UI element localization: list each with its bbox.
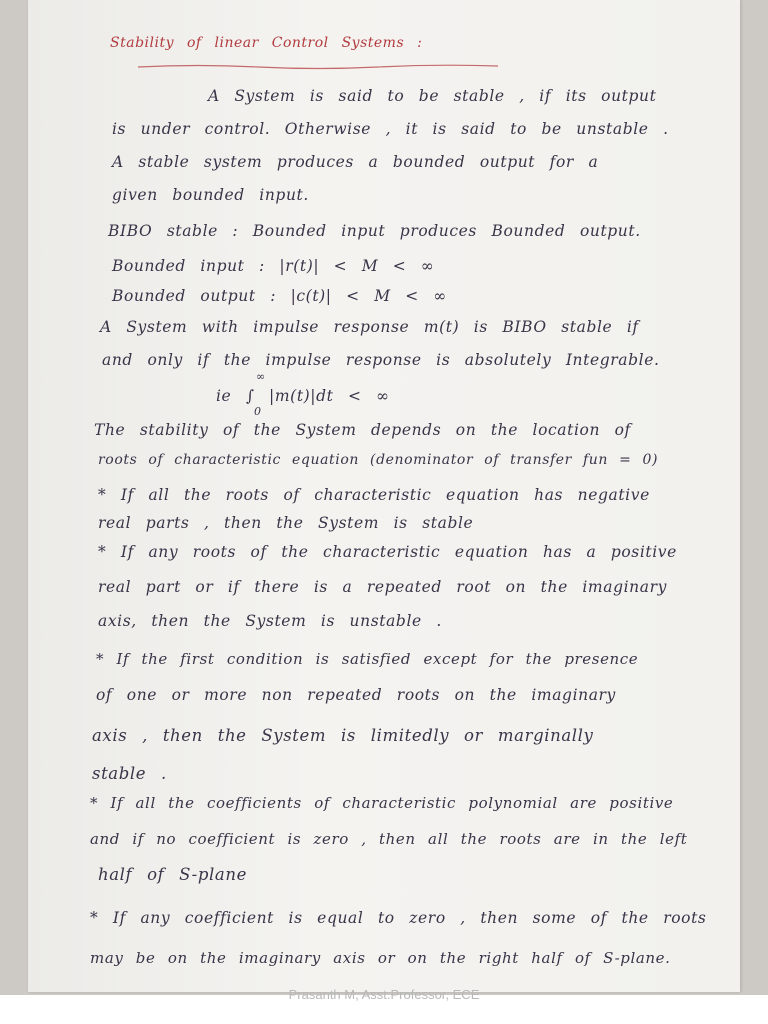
text-line-13: * If all the roots of characteristic equation has negative (98, 486, 650, 504)
integral-lower-limit: 0 (254, 405, 262, 418)
text-line-19: of one or more non repeated roots on the imaginary (96, 686, 616, 704)
text-line-10: ie ∫ |m(t)|dt < ∞ (216, 387, 390, 405)
text-line-2: is under control. Otherwise , it is said to be unstable . (112, 120, 669, 138)
page-title: Stability of linear Control Systems : (110, 35, 423, 51)
text-line-23: and if no coefficient is zero , then all the roots are in the left (90, 830, 688, 848)
text-line-25: * If any coefficient is equal to zero , then some of the roots (90, 909, 707, 927)
text-line-6: Bounded input : |r(t)| < M < ∞ (112, 257, 435, 275)
text-line-9: and only if the impulse response is absolutely Integrable. (102, 351, 660, 369)
text-line-1: A System is said to be stable , if its output (208, 87, 657, 105)
notebook-page (28, 0, 740, 992)
text-line-20: axis , then the System is limitedly or marginally (92, 726, 594, 745)
text-line-21: stable . (92, 764, 167, 783)
text-line-8: A System with impulse response m(t) is BIBO stable if (100, 318, 639, 336)
text-line-12: roots of characteristic equation (denominator of transfer fun = 0) (98, 452, 659, 468)
text-line-15: * If any roots of the characteristic equation has a positive (98, 543, 677, 561)
text-line-17: axis, then the System is unstable . (98, 612, 442, 630)
footer-credit: Prasanth M, Asst.Professor, ECE (288, 987, 480, 1002)
text-line-7: Bounded output : |c(t)| < M < ∞ (112, 287, 447, 305)
integral-upper-limit: ∞ (256, 370, 266, 383)
text-line-16: real part or if there is a repeated root on the imaginary (98, 578, 667, 596)
text-line-3: A stable system produces a bounded output for a (112, 153, 599, 171)
title-underline (138, 62, 498, 70)
text-line-22: * If all the coefficients of characteristic polynomial are positive (90, 794, 674, 812)
text-line-4: given bounded input. (112, 186, 309, 204)
text-line-14: real parts , then the System is stable (98, 514, 474, 532)
text-line-26: may be on the imaginary axis or on the right half of S-plane. (90, 949, 671, 967)
text-line-11: The stability of the System depends on the location of (94, 421, 631, 439)
text-line-5: BIBO stable : Bounded input produces Bounded output. (108, 222, 641, 240)
text-line-24: half of S-plane (98, 865, 247, 884)
text-line-18: * If the first condition is satisfied except for the presence (96, 650, 639, 668)
